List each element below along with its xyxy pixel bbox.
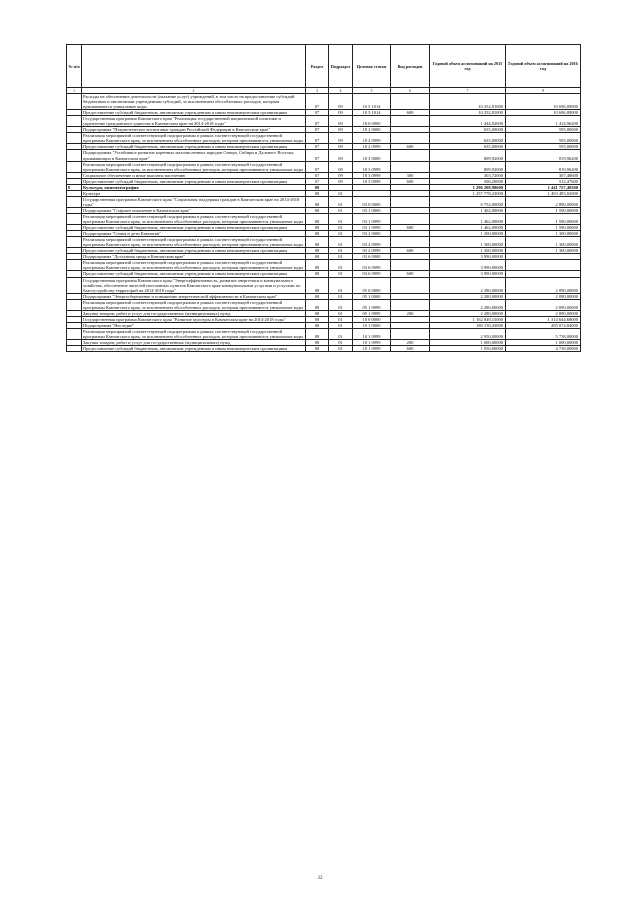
row-volume-2015: 303,72000: [430, 172, 506, 178]
table-row: [67, 346, 581, 352]
row-number: [67, 277, 82, 293]
row-subsection: 01: [329, 213, 353, 224]
row-target-article: 18 3 0999: [353, 178, 391, 184]
row-name: Предоставление субсидий бюджетным, автономным учреждениям и иным некоммерческим организациям: [82, 144, 306, 150]
table-row: [67, 196, 581, 207]
row-section: 08: [306, 277, 329, 293]
row-volume-2015: 3 990,00000: [430, 254, 506, 260]
row-number: [67, 116, 82, 127]
row-name: Подпрограмма "Старшее поколение в Камчатском крае": [82, 207, 306, 213]
row-volume-2016: 307,48600: [506, 172, 581, 178]
header-volume-2016: Годовой объем ассигнований на 2016 год: [506, 45, 581, 88]
row-subsection: 01: [329, 277, 353, 293]
row-target-article: 18 2 0999: [353, 133, 391, 144]
header-target-article: Целевая статья: [353, 45, 391, 88]
row-target-article: 18 3 0999: [353, 161, 391, 172]
row-subsection: 09: [329, 94, 353, 110]
row-name: Государственная программа Камчатского края "Энергоэффективность, развитие энергетики и коммунального хозяйства, обеспечение жителей населенных пунктов Камчатского края коммунальными услугами и услугами по благоустройству территорий на 2014-2018 годы": [82, 277, 306, 293]
row-subsection: 01: [329, 254, 353, 260]
row-subsection: 01: [329, 225, 353, 231]
row-subsection: 01: [329, 346, 353, 352]
row-target-article: 03 1 0000: [353, 207, 391, 213]
row-target-article: 05 1 0999: [353, 299, 391, 310]
row-section: 08: [306, 316, 329, 322]
row-target-article: 18 0 0000: [353, 116, 391, 127]
table-row: [67, 237, 581, 248]
row-target-article: 10 5 1014: [353, 110, 391, 116]
row-volume-2016: 1 590,00000: [506, 213, 581, 224]
row-section: 08: [306, 310, 329, 316]
row-subsection: 09: [329, 116, 353, 127]
row-section: 08: [306, 346, 329, 352]
row-volume-2015: 2 280,00000: [430, 310, 506, 316]
row-number: [67, 346, 82, 352]
row-section: 08: [306, 231, 329, 237]
table-row: [67, 260, 581, 271]
row-expense-type: 600: [391, 271, 430, 277]
row-name: Подпрограмма "Наследие": [82, 322, 306, 328]
row-volume-2016: 1 441 757,48200: [506, 184, 581, 190]
row-expense-type: 600: [391, 178, 430, 184]
row-name: Подпрограмма "Семья и дети Камчатки": [82, 231, 306, 237]
row-volume-2015: 2 280,00000: [430, 277, 506, 293]
row-volume-2016: 2 090,00000: [506, 299, 581, 310]
row-expense-type: 600: [391, 346, 430, 352]
row-volume-2015: 1 300,00000: [430, 248, 506, 254]
row-target-article: 05 1 0000: [353, 293, 391, 299]
row-expense-type: 300: [391, 172, 430, 178]
row-name: Предоставление субсидий бюджетным, автономным учреждениям и иным некоммерческим организациям: [82, 248, 306, 254]
row-volume-2015: 10 252,81000: [430, 110, 506, 116]
row-subsection: 01: [329, 207, 353, 213]
table-row: [67, 161, 581, 172]
row-section: 08: [306, 322, 329, 328]
row-expense-type: 200: [391, 340, 430, 346]
row-volume-2015: 809,92000: [430, 161, 506, 172]
row-target-article: 05 0 0000: [353, 277, 391, 293]
row-subsection: 09: [329, 150, 353, 161]
row-number: [67, 196, 82, 207]
row-name: Реализация мероприятий соответствующей подпрограммы в рамках соответствующей государственной программы Камчатского края, за исключением обособленных расходов, которым присваиваются уникальные коды: [82, 133, 306, 144]
row-volume-2016: 1 590,00000: [506, 225, 581, 231]
row-volume-2016: 1 300,00000: [506, 231, 581, 237]
row-target-article: 18 3 0000: [353, 150, 391, 161]
row-volume-2015: 1 444,92000: [430, 116, 506, 127]
row-volume-2015: 2 950,00000: [430, 328, 506, 339]
row-target-article: 03 2 0999: [353, 248, 391, 254]
row-number: [67, 299, 82, 310]
row-expense-type: 600: [391, 110, 430, 116]
row-volume-2016: 205 074,84000: [506, 322, 581, 328]
column-number: 3: [306, 88, 329, 94]
row-target-article: 03 0 0000: [353, 196, 391, 207]
row-volume-2016: 10 696,09000: [506, 110, 581, 116]
row-name: Государственная программа Камчатского края "Реализация государственной национальной политики и укрепление гражданского единства в Камчатском крае на 2014-2018 годы": [82, 116, 306, 127]
row-number: [67, 161, 82, 172]
row-section: 07: [306, 172, 329, 178]
row-subsection: 01: [329, 299, 353, 310]
row-volume-2015: 1 462,00000: [430, 225, 506, 231]
row-subsection: 09: [329, 144, 353, 150]
row-subsection: 09: [329, 127, 353, 133]
row-volume-2015: 1 300,00000: [430, 237, 506, 248]
row-target-article: 03 6 0000: [353, 254, 391, 260]
row-volume-2015: 1 257 778,23000: [430, 190, 506, 196]
row-section: 07: [306, 161, 329, 172]
row-target-article: 03 2 0999: [353, 237, 391, 248]
row-name: Закупка товаров, работ и услуг для государственных (муниципальных) нужд: [82, 310, 306, 316]
header-expense-type: Вид расходов: [391, 45, 430, 88]
row-expense-type: [391, 299, 430, 310]
row-name: Реализация мероприятий соответствующей подпрограммы в рамках соответствующей государственной программы Камчатского края, за исключением обособленных расходов, которым присваиваются уникальные коды: [82, 260, 306, 271]
row-name: Подпрограмма "Энергосбережение и повышение энергетической эффективности в Камчатском крае": [82, 293, 306, 299]
column-number: 7: [430, 88, 506, 94]
row-subsection: 01: [329, 271, 353, 277]
column-number: 2: [82, 88, 306, 94]
row-volume-2016: 1 000,00000: [506, 340, 581, 346]
row-volume-2015: 10 252,81000: [430, 94, 506, 110]
row-section: 07: [306, 116, 329, 127]
row-target-article: 10 1 0999: [353, 328, 391, 339]
row-number: 8: [67, 184, 82, 190]
row-expense-type: 600: [391, 144, 430, 150]
row-expense-type: [391, 237, 430, 248]
row-target-article: 03 6 0999: [353, 260, 391, 271]
table-row: [67, 328, 581, 339]
row-expense-type: [391, 94, 430, 110]
column-number: 6: [391, 88, 430, 94]
row-number: [67, 133, 82, 144]
row-name: Предоставление субсидий бюджетным, автономным учреждениям и иным некоммерческим организациям: [82, 178, 306, 184]
row-section: 08: [306, 248, 329, 254]
row-number: [67, 150, 82, 161]
row-name: Закупка товаров, работ и услуг для государственных (муниципальных) нужд: [82, 340, 306, 346]
row-section: 08: [306, 184, 329, 190]
row-section: 07: [306, 150, 329, 161]
row-expense-type: [391, 277, 430, 293]
row-section: 08: [306, 196, 329, 207]
row-target-article: 10 0 0000: [353, 316, 391, 322]
table-body: [67, 94, 581, 352]
row-subsection: 01: [329, 340, 353, 346]
row-volume-2015: 3 990,00000: [430, 260, 506, 271]
row-volume-2016: 1 300,00000: [506, 237, 581, 248]
table-row: [67, 277, 581, 293]
column-number: 1: [67, 88, 82, 94]
row-subsection: 01: [329, 248, 353, 254]
row-name: Подпрограмма "Патриотическое воспитание граждан Российской Федерации в Камчатском крае": [82, 127, 306, 133]
row-name: Государственная программа Камчатского края "Социальная поддержка граждан в Камчатском крае на 2014-2018 годы": [82, 196, 306, 207]
row-volume-2016: 4 738,00000: [506, 346, 581, 352]
row-volume-2016: 2 090,00000: [506, 310, 581, 316]
row-subsection: 01: [329, 328, 353, 339]
row-volume-2015: 635,00000: [430, 127, 506, 133]
row-expense-type: [391, 133, 430, 144]
row-section: 07: [306, 144, 329, 150]
row-target-article: 03 2 0000: [353, 231, 391, 237]
row-volume-2016: 512,47600: [506, 178, 581, 184]
row-volume-2015: 1 300,00000: [430, 231, 506, 237]
table-row: [67, 94, 581, 110]
row-name: Социальное обеспечение и иные выплаты населению: [82, 172, 306, 178]
row-volume-2015: 506,20000: [430, 178, 506, 184]
row-volume-2015: 2 280,00000: [430, 293, 506, 299]
row-volume-2015: 1 162 849,15000: [430, 316, 506, 322]
header-section: Раздел: [306, 45, 329, 88]
row-subsection: 09: [329, 133, 353, 144]
row-subsection: 01: [329, 190, 353, 196]
row-expense-type: [391, 150, 430, 161]
page-number: 32: [317, 876, 323, 881]
row-volume-2016: 2 090,00000: [506, 293, 581, 299]
row-name: Реализация мероприятий соответствующей подпрограммы в рамках соответствующей государственной программы Камчатского края, за исключением обособленных расходов, которым присваиваются уникальные коды: [82, 161, 306, 172]
row-volume-2015: 635,00000: [430, 144, 506, 150]
row-volume-2016: 5 738,00000: [506, 328, 581, 339]
row-subsection: 09: [329, 161, 353, 172]
row-volume-2015: 2 280,00000: [430, 299, 506, 310]
row-section: 07: [306, 178, 329, 184]
row-volume-2015: 3 990,00000: [430, 271, 506, 277]
row-target-article: 18 3 0999: [353, 172, 391, 178]
row-subsection: 01: [329, 231, 353, 237]
row-expense-type: [391, 328, 430, 339]
row-expense-type: 600: [391, 225, 430, 231]
column-number: 5: [353, 88, 391, 94]
row-target-article: 10 1 0000: [353, 322, 391, 328]
column-number: 4: [329, 88, 353, 94]
row-section: 08: [306, 328, 329, 339]
row-expense-type: 200: [391, 310, 430, 316]
row-number: [67, 328, 82, 339]
table-row: [67, 299, 581, 310]
header-num: № п/п: [67, 45, 82, 88]
row-target-article: 18 2 0000: [353, 127, 391, 133]
row-name: Расходы на обеспечение деятельности (оказание услуг) учреждений, в том числе на предоставление субсидий бюджетным и автономным учреждениям субсидий, за исключением обособленных расходов, которым присваиваются уникальные коды: [82, 94, 306, 110]
row-number: [67, 237, 82, 248]
row-volume-2015: 1 296 208,98600: [430, 184, 506, 190]
row-volume-2015: 6 752,00000: [430, 196, 506, 207]
row-volume-2016: 1 314 644,68000: [506, 316, 581, 322]
row-volume-2015: 1 000,00000: [430, 340, 506, 346]
row-volume-2016: 2 890,00000: [506, 196, 581, 207]
budget-table-sheet: [66, 44, 580, 352]
row-target-article: 03 1 0999: [353, 225, 391, 231]
row-target-article: 18 2 0999: [353, 144, 391, 150]
row-name: Реализация мероприятий соответствующей подпрограммы в рамках соответствующей государственной программы Камчатского края, за исключением обособленных расходов, которым присваиваются уникальные коды: [82, 237, 306, 248]
row-volume-2016: 1 590,00000: [506, 207, 581, 213]
row-name: Подпрограмма "Устойчивое развитие коренных малочисленных народов Севера, Сибири и Дальнего Востока, проживающих в Камчатском крае": [82, 150, 306, 161]
row-expense-type: [391, 161, 430, 172]
row-volume-2016: 10 696,09000: [506, 94, 581, 110]
row-number: [67, 260, 82, 271]
row-subsection: 01: [329, 237, 353, 248]
header-volume-2015: Годовой объем ассигнований на 2015 год: [430, 45, 506, 88]
row-name: Подпрограмма "Доступная среда в Камчатском крае": [82, 254, 306, 260]
row-volume-2016: 595,00000: [506, 127, 581, 133]
row-section: 07: [306, 94, 329, 110]
row-name: Реализация мероприятий соответствующей подпрограммы в рамках соответствующей государственной программы Камчатского края, за исключением обособленных расходов, которым присваиваются уникальные коды: [82, 213, 306, 224]
header-subsection: Подраздел: [329, 45, 353, 88]
row-volume-2016: 819,96200: [506, 161, 581, 172]
row-section: 08: [306, 271, 329, 277]
row-volume-2016: 1 403 483,02000: [506, 190, 581, 196]
table-row: [67, 213, 581, 224]
row-subsection: 09: [329, 172, 353, 178]
row-expense-type: [391, 213, 430, 224]
row-section: 08: [306, 190, 329, 196]
row-name: Реализация мероприятий соответствующей подпрограммы в рамках соответствующей государственной программы Камчатского края, за исключением обособленных расходов, которым присваиваются уникальные коды: [82, 299, 306, 310]
row-target-article: 10 5 1014: [353, 94, 391, 110]
header-name: [82, 45, 306, 88]
row-section: 07: [306, 133, 329, 144]
row-section: 08: [306, 207, 329, 213]
row-target-article: 10 1 0999: [353, 346, 391, 352]
row-volume-2016: 1 414,96200: [506, 116, 581, 127]
row-section: 08: [306, 254, 329, 260]
table-row: [67, 133, 581, 144]
row-volume-2016: [506, 260, 581, 271]
table-row: [67, 150, 581, 161]
row-name: Предоставление субсидий бюджетным, автономным учреждениям и иным некоммерческим организациям: [82, 346, 306, 352]
row-section: 08: [306, 213, 329, 224]
table-row: [67, 116, 581, 127]
row-target-article: 03 6 0999: [353, 271, 391, 277]
row-name: Предоставление субсидий бюджетным, автономным учреждениям и иным некоммерческим организациям: [82, 225, 306, 231]
row-section: 07: [306, 110, 329, 116]
row-number: [67, 213, 82, 224]
row-section: 08: [306, 260, 329, 271]
row-volume-2015: 1 462,00000: [430, 213, 506, 224]
row-subsection: 01: [329, 322, 353, 328]
row-subsection: 01: [329, 310, 353, 316]
row-subsection: 09: [329, 178, 353, 184]
row-number: [67, 94, 82, 110]
row-section: 08: [306, 237, 329, 248]
row-volume-2016: 595,00000: [506, 144, 581, 150]
row-volume-2015: 809,92000: [430, 150, 506, 161]
row-volume-2015: 1 462,00000: [430, 207, 506, 213]
row-expense-type: [391, 116, 430, 127]
row-subsection: 01: [329, 260, 353, 271]
row-name: Реализация мероприятий соответствующей подпрограммы в рамках соответствующей государственной программы Камчатского края, за исключением обособленных расходов, которым присваиваются уникальные коды: [82, 328, 306, 339]
row-expense-type: 600: [391, 248, 430, 254]
row-expense-type: [391, 260, 430, 271]
row-section: 08: [306, 293, 329, 299]
row-expense-type: [391, 196, 430, 207]
row-section: 07: [306, 127, 329, 133]
row-volume-2016: 819,96200: [506, 150, 581, 161]
row-subsection: 09: [329, 110, 353, 116]
row-target-article: 10 1 0999: [353, 340, 391, 346]
row-volume-2015: 1 950,00000: [430, 346, 506, 352]
row-subsection: 01: [329, 196, 353, 207]
row-name: Культура, кинематография: [82, 184, 306, 190]
row-volume-2016: 1 300,00000: [506, 248, 581, 254]
row-subsection: 01: [329, 293, 353, 299]
row-volume-2015: 635,00000: [430, 133, 506, 144]
row-name: Культура: [82, 190, 306, 196]
row-target-article: 05 1 0999: [353, 310, 391, 316]
table-header-row: [67, 45, 581, 88]
row-subsection: 01: [329, 316, 353, 322]
row-name: Предоставление субсидий бюджетным, автономным учреждениям и иным некоммерческим организациям: [82, 110, 306, 116]
row-name: Государственная программа Камчатского края "Развитие культуры в Камчатском крае на 2014-2018 годы": [82, 316, 306, 322]
budget-table: [66, 44, 581, 352]
row-target-article: 03 1 0999: [353, 213, 391, 224]
row-volume-2016: 2 090,00000: [506, 277, 581, 293]
row-section: 08: [306, 340, 329, 346]
row-name: Предоставление субсидий бюджетным, автономным учреждениям и иным некоммерческим организациям: [82, 271, 306, 277]
column-number: 8: [506, 88, 581, 94]
row-volume-2016: 595,00000: [506, 133, 581, 144]
row-volume-2015: 180 150,43000: [430, 322, 506, 328]
row-section: 08: [306, 225, 329, 231]
row-section: 08: [306, 299, 329, 310]
